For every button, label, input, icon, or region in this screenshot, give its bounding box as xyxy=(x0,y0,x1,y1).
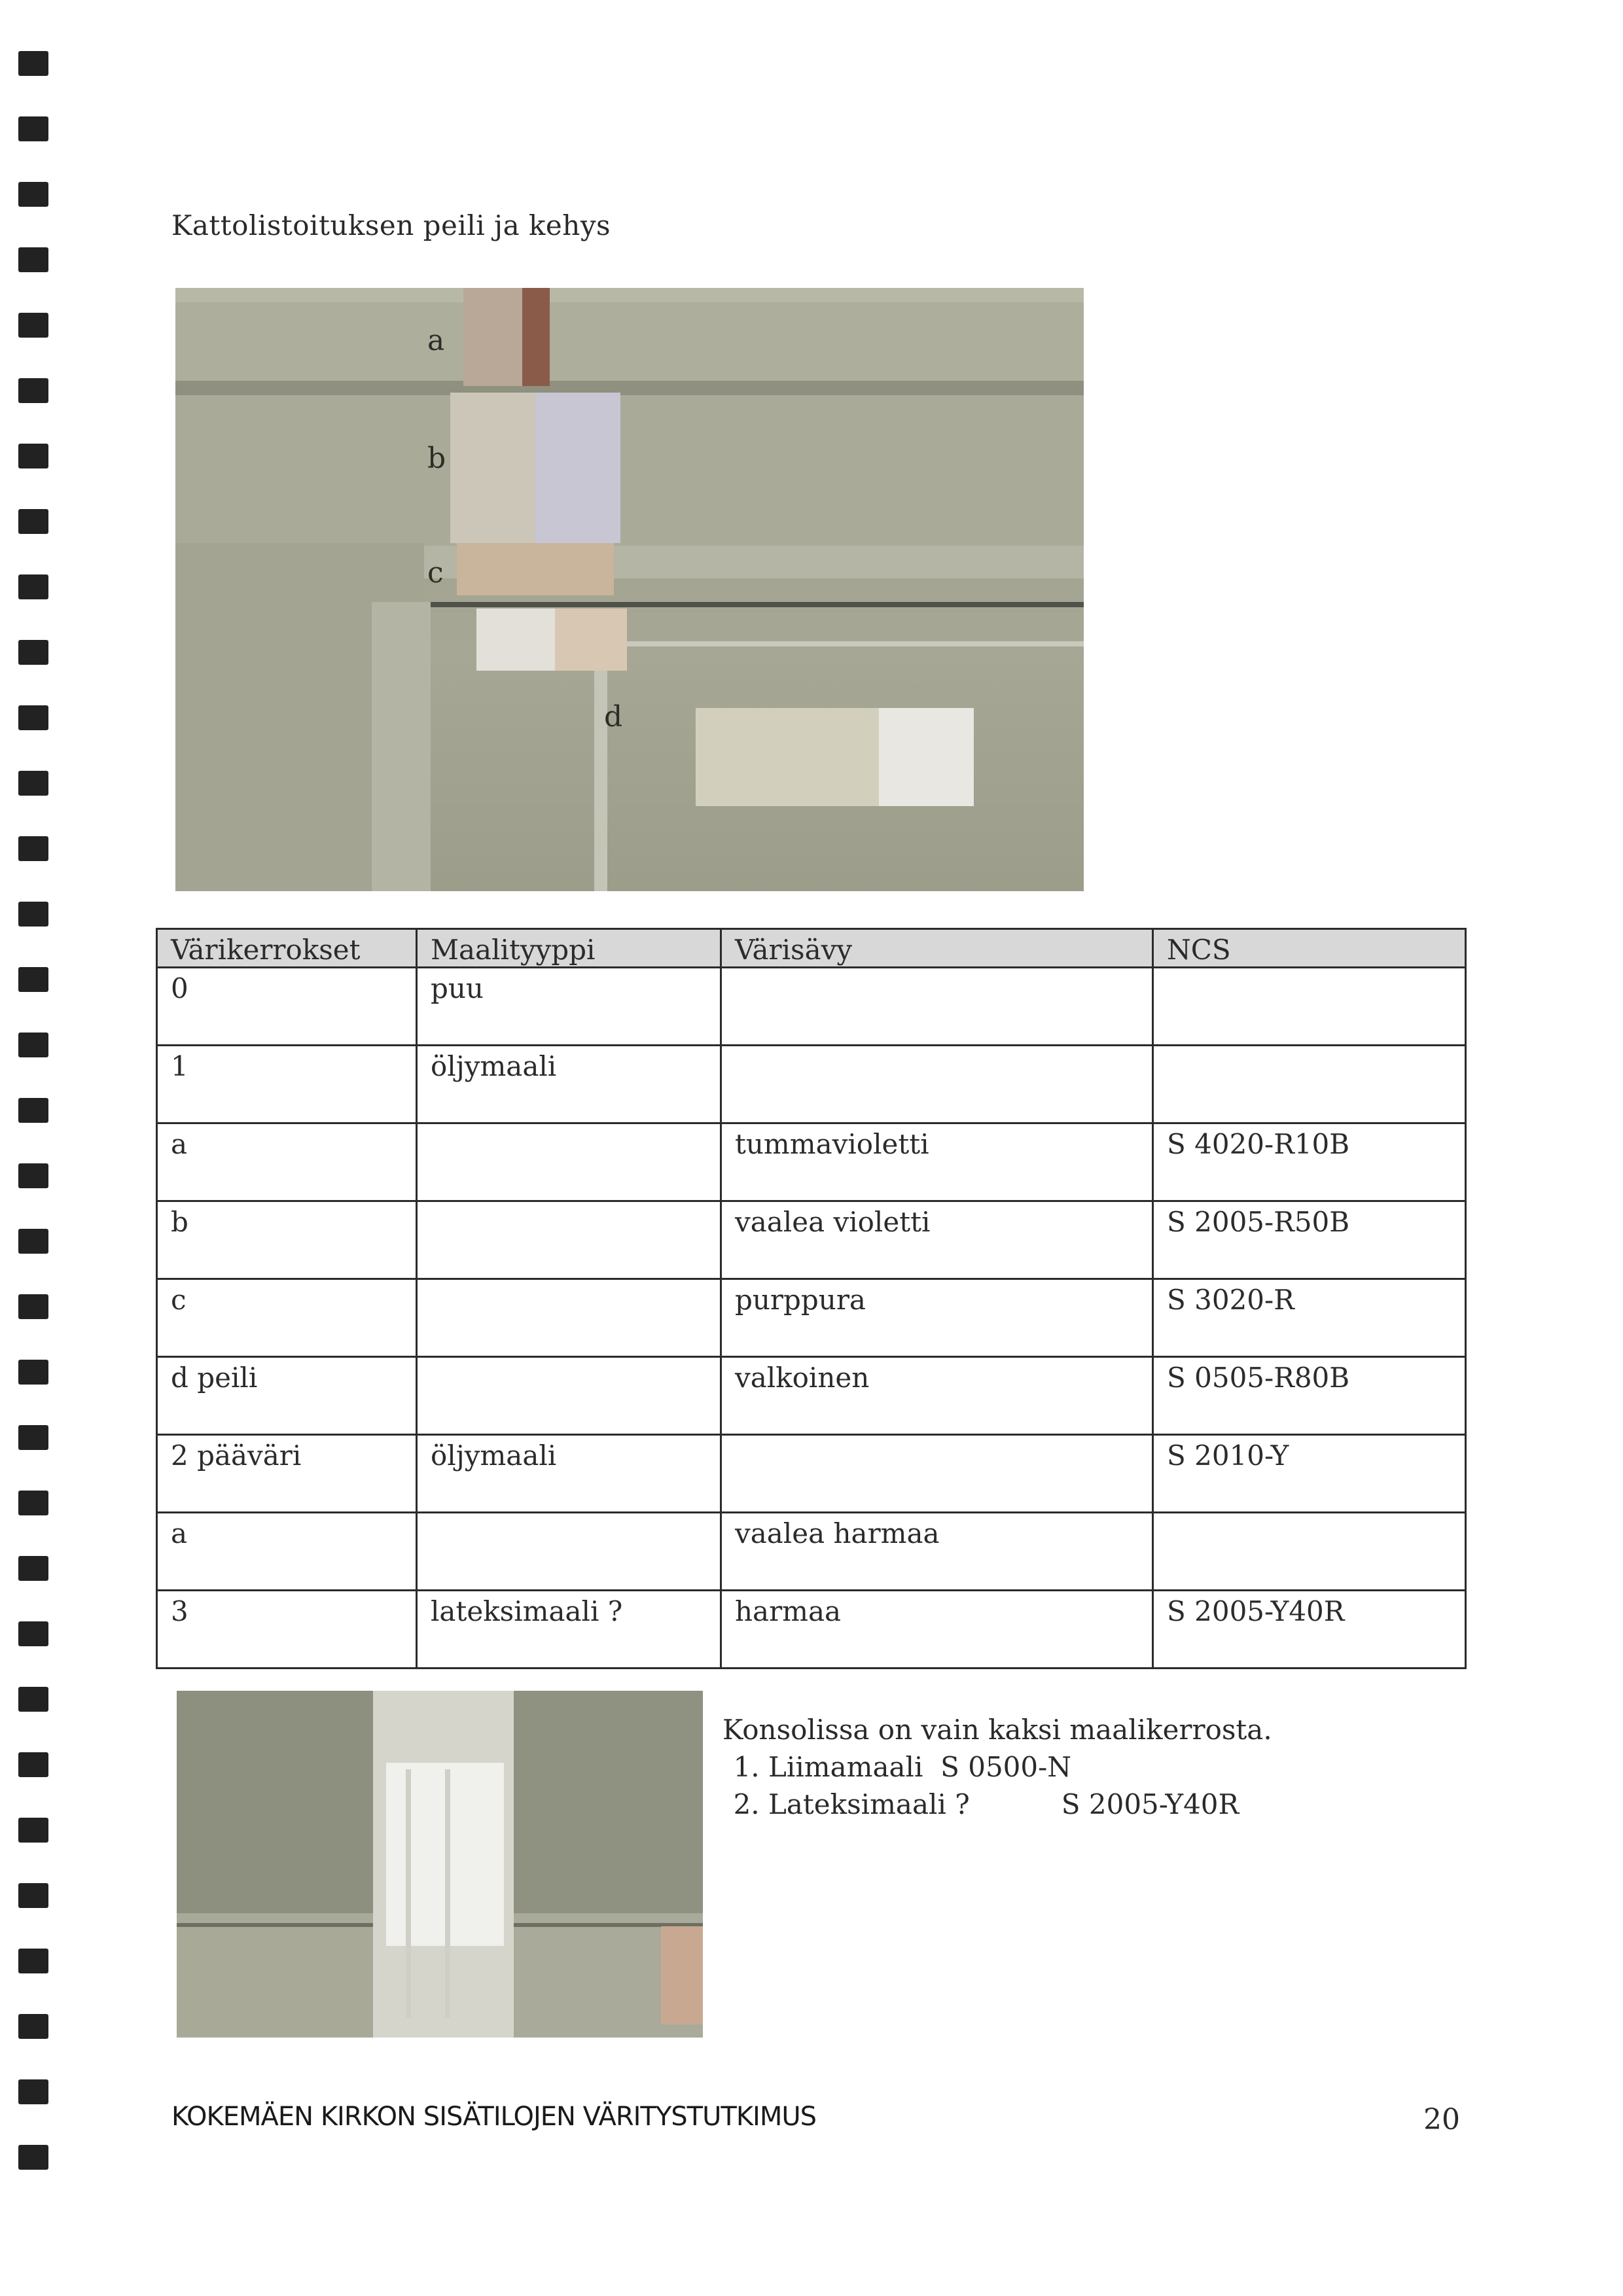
table-row xyxy=(157,1123,1466,1201)
paint-layer-list xyxy=(722,1748,1272,1823)
table-cell: harmaa xyxy=(721,1591,1153,1669)
binding-hole xyxy=(18,1294,48,1319)
table-row xyxy=(157,968,1466,1046)
binding-hole xyxy=(18,902,48,927)
binding-hole xyxy=(18,1556,48,1581)
list-item xyxy=(768,1786,1272,1823)
binding-hole xyxy=(18,967,48,992)
photo-label-d: d xyxy=(604,700,623,733)
table-cell: öljymaali xyxy=(417,1435,721,1513)
layer-name: Lateksimaali ? xyxy=(768,1788,970,1820)
table-cell xyxy=(721,1046,1153,1123)
table-cell xyxy=(721,1435,1153,1513)
table-cell xyxy=(417,1123,721,1201)
binding-hole xyxy=(18,247,48,272)
binding-hole xyxy=(18,444,48,468)
table-cell: c xyxy=(157,1279,417,1357)
table-cell: lateksimaali ? xyxy=(417,1591,721,1669)
table-cell: S 2005-R50B xyxy=(1153,1201,1466,1279)
table-row xyxy=(157,1435,1466,1513)
binding-hole xyxy=(18,182,48,207)
binding-hole xyxy=(18,313,48,338)
table-cell: 1 xyxy=(157,1046,417,1123)
table-cell: tummavioletti xyxy=(721,1123,1153,1201)
photo-caption: Kattolistoituksen peili ja kehys xyxy=(171,209,611,241)
binding-hole xyxy=(18,1491,48,1515)
column-header: Maalityyppi xyxy=(417,929,721,968)
table-cell: 3 xyxy=(157,1591,417,1669)
page-number: 20 xyxy=(1423,2103,1460,2136)
footer-title: KOKEMÄEN KIRKON SISÄTILOJEN VÄRITYSTUTKIMUS xyxy=(171,2102,817,2132)
binding-hole xyxy=(18,640,48,665)
table-cell: S 4020-R10B xyxy=(1153,1123,1466,1201)
column-header: Värikerrokset xyxy=(157,929,417,968)
table-cell: 0 xyxy=(157,968,417,1046)
table-cell: öljymaali xyxy=(417,1046,721,1123)
ncs-code: S 2005-Y40R xyxy=(1061,1788,1240,1820)
binding-hole xyxy=(18,51,48,76)
binding-hole xyxy=(18,1425,48,1450)
binding-hole xyxy=(18,1163,48,1188)
binding-hole xyxy=(18,1818,48,1843)
table-row xyxy=(157,1357,1466,1435)
table-cell: S 2010-Y xyxy=(1153,1435,1466,1513)
binding-hole xyxy=(18,836,48,861)
binding-hole xyxy=(18,1229,48,1254)
photo-label-b: b xyxy=(427,442,446,475)
table-cell: 2 pääväri xyxy=(157,1435,417,1513)
binding-hole xyxy=(18,1360,48,1385)
console-photo xyxy=(177,1691,703,2038)
table-cell: b xyxy=(157,1201,417,1279)
binding-hole xyxy=(18,2079,48,2104)
table-cell: S 3020-R xyxy=(1153,1279,1466,1357)
column-header: NCS xyxy=(1153,929,1466,968)
table-cell xyxy=(1153,1046,1466,1123)
table-cell: purppura xyxy=(721,1279,1153,1357)
table-row xyxy=(157,1201,1466,1279)
binding-hole xyxy=(18,771,48,796)
table-cell xyxy=(721,968,1153,1046)
photo-label-c: c xyxy=(427,556,444,590)
table-cell: valkoinen xyxy=(721,1357,1153,1435)
binding-hole xyxy=(18,1098,48,1123)
table-header-row xyxy=(157,929,1466,968)
table-row xyxy=(157,1279,1466,1357)
table-cell: d peili xyxy=(157,1357,417,1435)
binding-hole xyxy=(18,1687,48,1712)
note-intro: Konsolissa on vain kaksi maalikerrosta. xyxy=(722,1714,1272,1746)
binding-hole xyxy=(18,1883,48,1908)
table-cell xyxy=(417,1279,721,1357)
table-cell: S 0505-R80B xyxy=(1153,1357,1466,1435)
ceiling-molding-photo xyxy=(175,288,1084,891)
table-cell xyxy=(417,1513,721,1591)
ncs-code: S 0500-N xyxy=(940,1751,1072,1783)
table-row xyxy=(157,1046,1466,1123)
table-cell xyxy=(417,1201,721,1279)
table-cell: S 2005-Y40R xyxy=(1153,1591,1466,1669)
table-row xyxy=(157,1513,1466,1591)
table-cell: vaalea harmaa xyxy=(721,1513,1153,1591)
binding-hole xyxy=(18,1033,48,1057)
binding-hole xyxy=(18,509,48,534)
binding-hole xyxy=(18,2014,48,2039)
layer-name: Liimamaali xyxy=(768,1751,923,1783)
column-header: Värisävy xyxy=(721,929,1153,968)
binding-hole xyxy=(18,378,48,403)
list-item xyxy=(768,1748,1272,1786)
binding-hole xyxy=(18,2145,48,2170)
photo-label-a: a xyxy=(427,324,445,357)
binding-hole xyxy=(18,574,48,599)
table-cell: a xyxy=(157,1513,417,1591)
binding-hole xyxy=(18,1621,48,1646)
binding-hole xyxy=(18,705,48,730)
table-cell: puu xyxy=(417,968,721,1046)
table-row xyxy=(157,1591,1466,1669)
table-cell xyxy=(1153,1513,1466,1591)
binding-hole xyxy=(18,1752,48,1777)
table-cell: a xyxy=(157,1123,417,1201)
binding-hole xyxy=(18,1949,48,1973)
table-body xyxy=(157,968,1466,1669)
paint-layers-table xyxy=(156,928,1467,1669)
table-cell xyxy=(1153,968,1466,1046)
console-note xyxy=(722,1711,1272,1823)
binding-holes xyxy=(18,0,50,2296)
table-cell: vaalea violetti xyxy=(721,1201,1153,1279)
binding-hole xyxy=(18,116,48,141)
table-cell xyxy=(417,1357,721,1435)
